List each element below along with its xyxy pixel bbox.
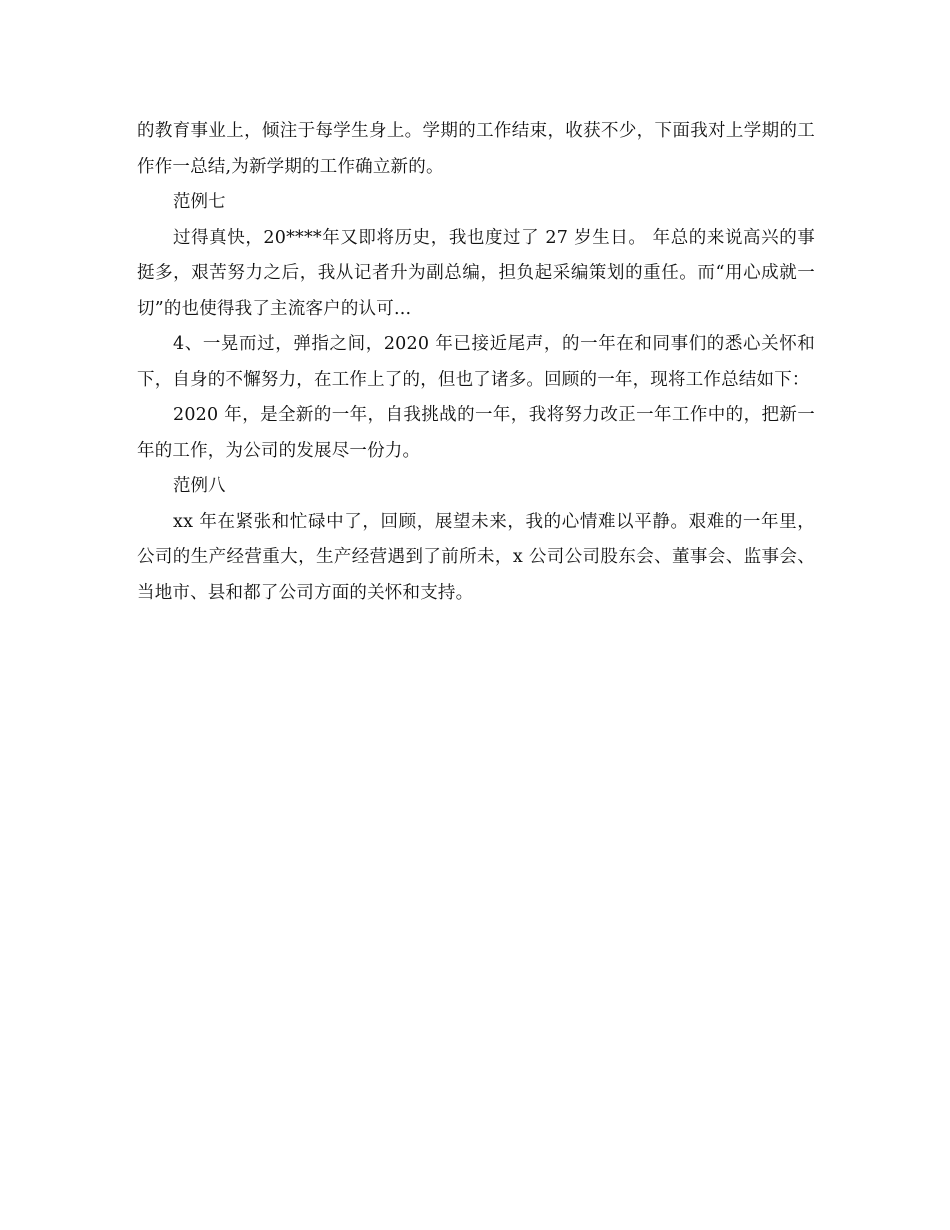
paragraph-example-7-intro: 过得真快，20****年又即将历史，我也度过了 27 岁生日。 年总的来说高兴的事挺多，艰苦努力之后，我从记者升为副总编，担负起采编策划的重任。而“用心成就一切”的也使得我了主流客户的认可...: [137, 227, 815, 319]
section-heading-example-8: 范例八: [173, 476, 226, 496]
paragraph-2020: 2020 年，是全新的一年，自我挑战的一年，我将努力改正一年工作中的，把新一年的工作，为公司的发展尽一份力。: [137, 405, 815, 461]
paragraph-example-8: xx 年在紧张和忙碌中了，回顾，展望未来，我的心情难以平静。艰难的一年里，公司的生产经营重大，生产经营遇到了前所未，x 公司公司股东会、董事会、监事会、当地市、县和都了公司方面的关怀和支持。: [137, 511, 815, 603]
document-body: [137, 114, 815, 611]
paragraph-continued: 的教育事业上，倾注于每学生身上。学期的工作结束，收获不少，下面我对上学期的工作作一总结,为新学期的工作确立新的。: [137, 121, 815, 177]
paragraph-item-4: 4、一晃而过，弹指之间，2020 年已接近尾声，的一年在和同事们的悉心关怀和下，自身的不懈努力，在工作上了的，但也了诸多。回顾的一年，现将工作总结如下：: [137, 334, 815, 390]
section-heading-example-7: 范例七: [173, 192, 226, 212]
